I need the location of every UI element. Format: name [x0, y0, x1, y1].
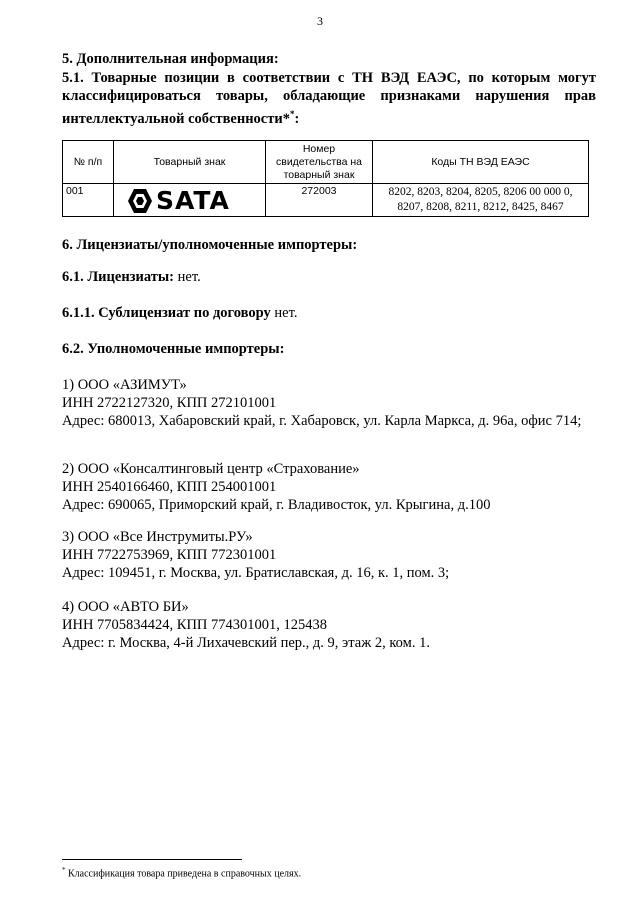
importer-address: Адрес: 690065, Приморский край, г. Владивосток, ул. Крыгина, д.100 [62, 497, 491, 513]
footnote-mark: * [62, 866, 66, 874]
licensees-value: нет. [174, 269, 201, 285]
importer-inn: ИНН 7722753969, КПП 772301001 [62, 547, 277, 563]
sata-emblem-icon [127, 188, 153, 214]
importer-name: 1) ООО «АЗИМУТ» [62, 377, 187, 393]
footnote-text: Классификация товара приведена в справочных целях. [65, 868, 302, 880]
footnote [62, 864, 301, 880]
importer-2 [62, 460, 596, 514]
importer-address: Адрес: 109451, г. Москва, ул. Братиславская, д. 16, к. 1, пом. 3; [62, 565, 450, 581]
section-5-1-heading [62, 69, 596, 128]
sata-logo-text: SATA [156, 186, 230, 215]
header-certificate: Номер свидетельства на товарный знак [266, 141, 373, 184]
page-number: 3 [317, 14, 323, 28]
section-5-heading: 5. Дополнительная информация: [62, 51, 279, 67]
header-codes: Коды ТН ВЭД ЕАЭС [373, 141, 589, 184]
section-5-1-number: 5.1. [62, 70, 84, 86]
importer-address: Адрес: г. Москва, 4-й Лихачевский пер., д. 9, этаж 2, ком. 1. [62, 635, 430, 651]
importer-inn: ИНН 2540166460, КПП 254001001 [62, 479, 277, 495]
importer-inn: ИНН 2722127320, КПП 272101001 [62, 395, 277, 411]
section-5-1-colon: : [294, 110, 300, 127]
sublicensee-value: нет. [270, 305, 298, 321]
trademark-table [62, 140, 589, 217]
sata-logo [127, 188, 262, 214]
footnote-reference: * [289, 109, 295, 119]
row-certificate: 272003 [266, 184, 373, 217]
sublicensee-label: 6.1.1. Сублицензиат по договору [62, 305, 271, 321]
section-5-1-text: Товарные позиции в соответствии с ТН ВЭД ЕАЭС, по которым могут классифицироваться товары, обладающие признаками нарушения прав интеллектуальной собственности [62, 70, 596, 127]
section-6-heading: 6. Лицензиаты/уполномоченные импортеры: [62, 237, 358, 253]
importer-name: 3) ООО «Все Инструмиты.РУ» [62, 529, 253, 545]
importer-1 [62, 376, 596, 430]
importer-inn: ИНН 7705834424, КПП 774301001, 125438 [62, 617, 328, 633]
row-number: 001 [63, 184, 114, 217]
importer-address: Адрес: 680013, Хабаровский край, г. Хабаровск, ул. Карла Маркса, д. 96а, офис 714; [62, 413, 582, 429]
licensees-label: 6.1. Лицензиаты: [62, 269, 175, 285]
footnote-divider [62, 859, 242, 860]
licensees-line [62, 268, 596, 286]
importer-3 [62, 528, 596, 582]
table-header-row [63, 141, 589, 184]
importer-name: 4) ООО «АВТО БИ» [62, 599, 189, 615]
row-trademark [114, 184, 266, 217]
sublicensee-line [62, 304, 596, 322]
importers-heading: 6.2. Уполномоченные импортеры: [62, 341, 285, 357]
importer-4 [62, 598, 596, 652]
header-trademark: Товарный знак [114, 141, 266, 184]
header-number: № п/п [63, 141, 114, 184]
row-codes: 8202, 8203, 8204, 8205, 8206 00 000 0, 8207, 8208, 8211, 8212, 8425, 8467 [373, 184, 589, 217]
importer-name: 2) ООО «Консалтинговый центр «Страхование» [62, 461, 360, 477]
table-row [63, 184, 589, 217]
section-5-1-mark: * [282, 110, 290, 127]
